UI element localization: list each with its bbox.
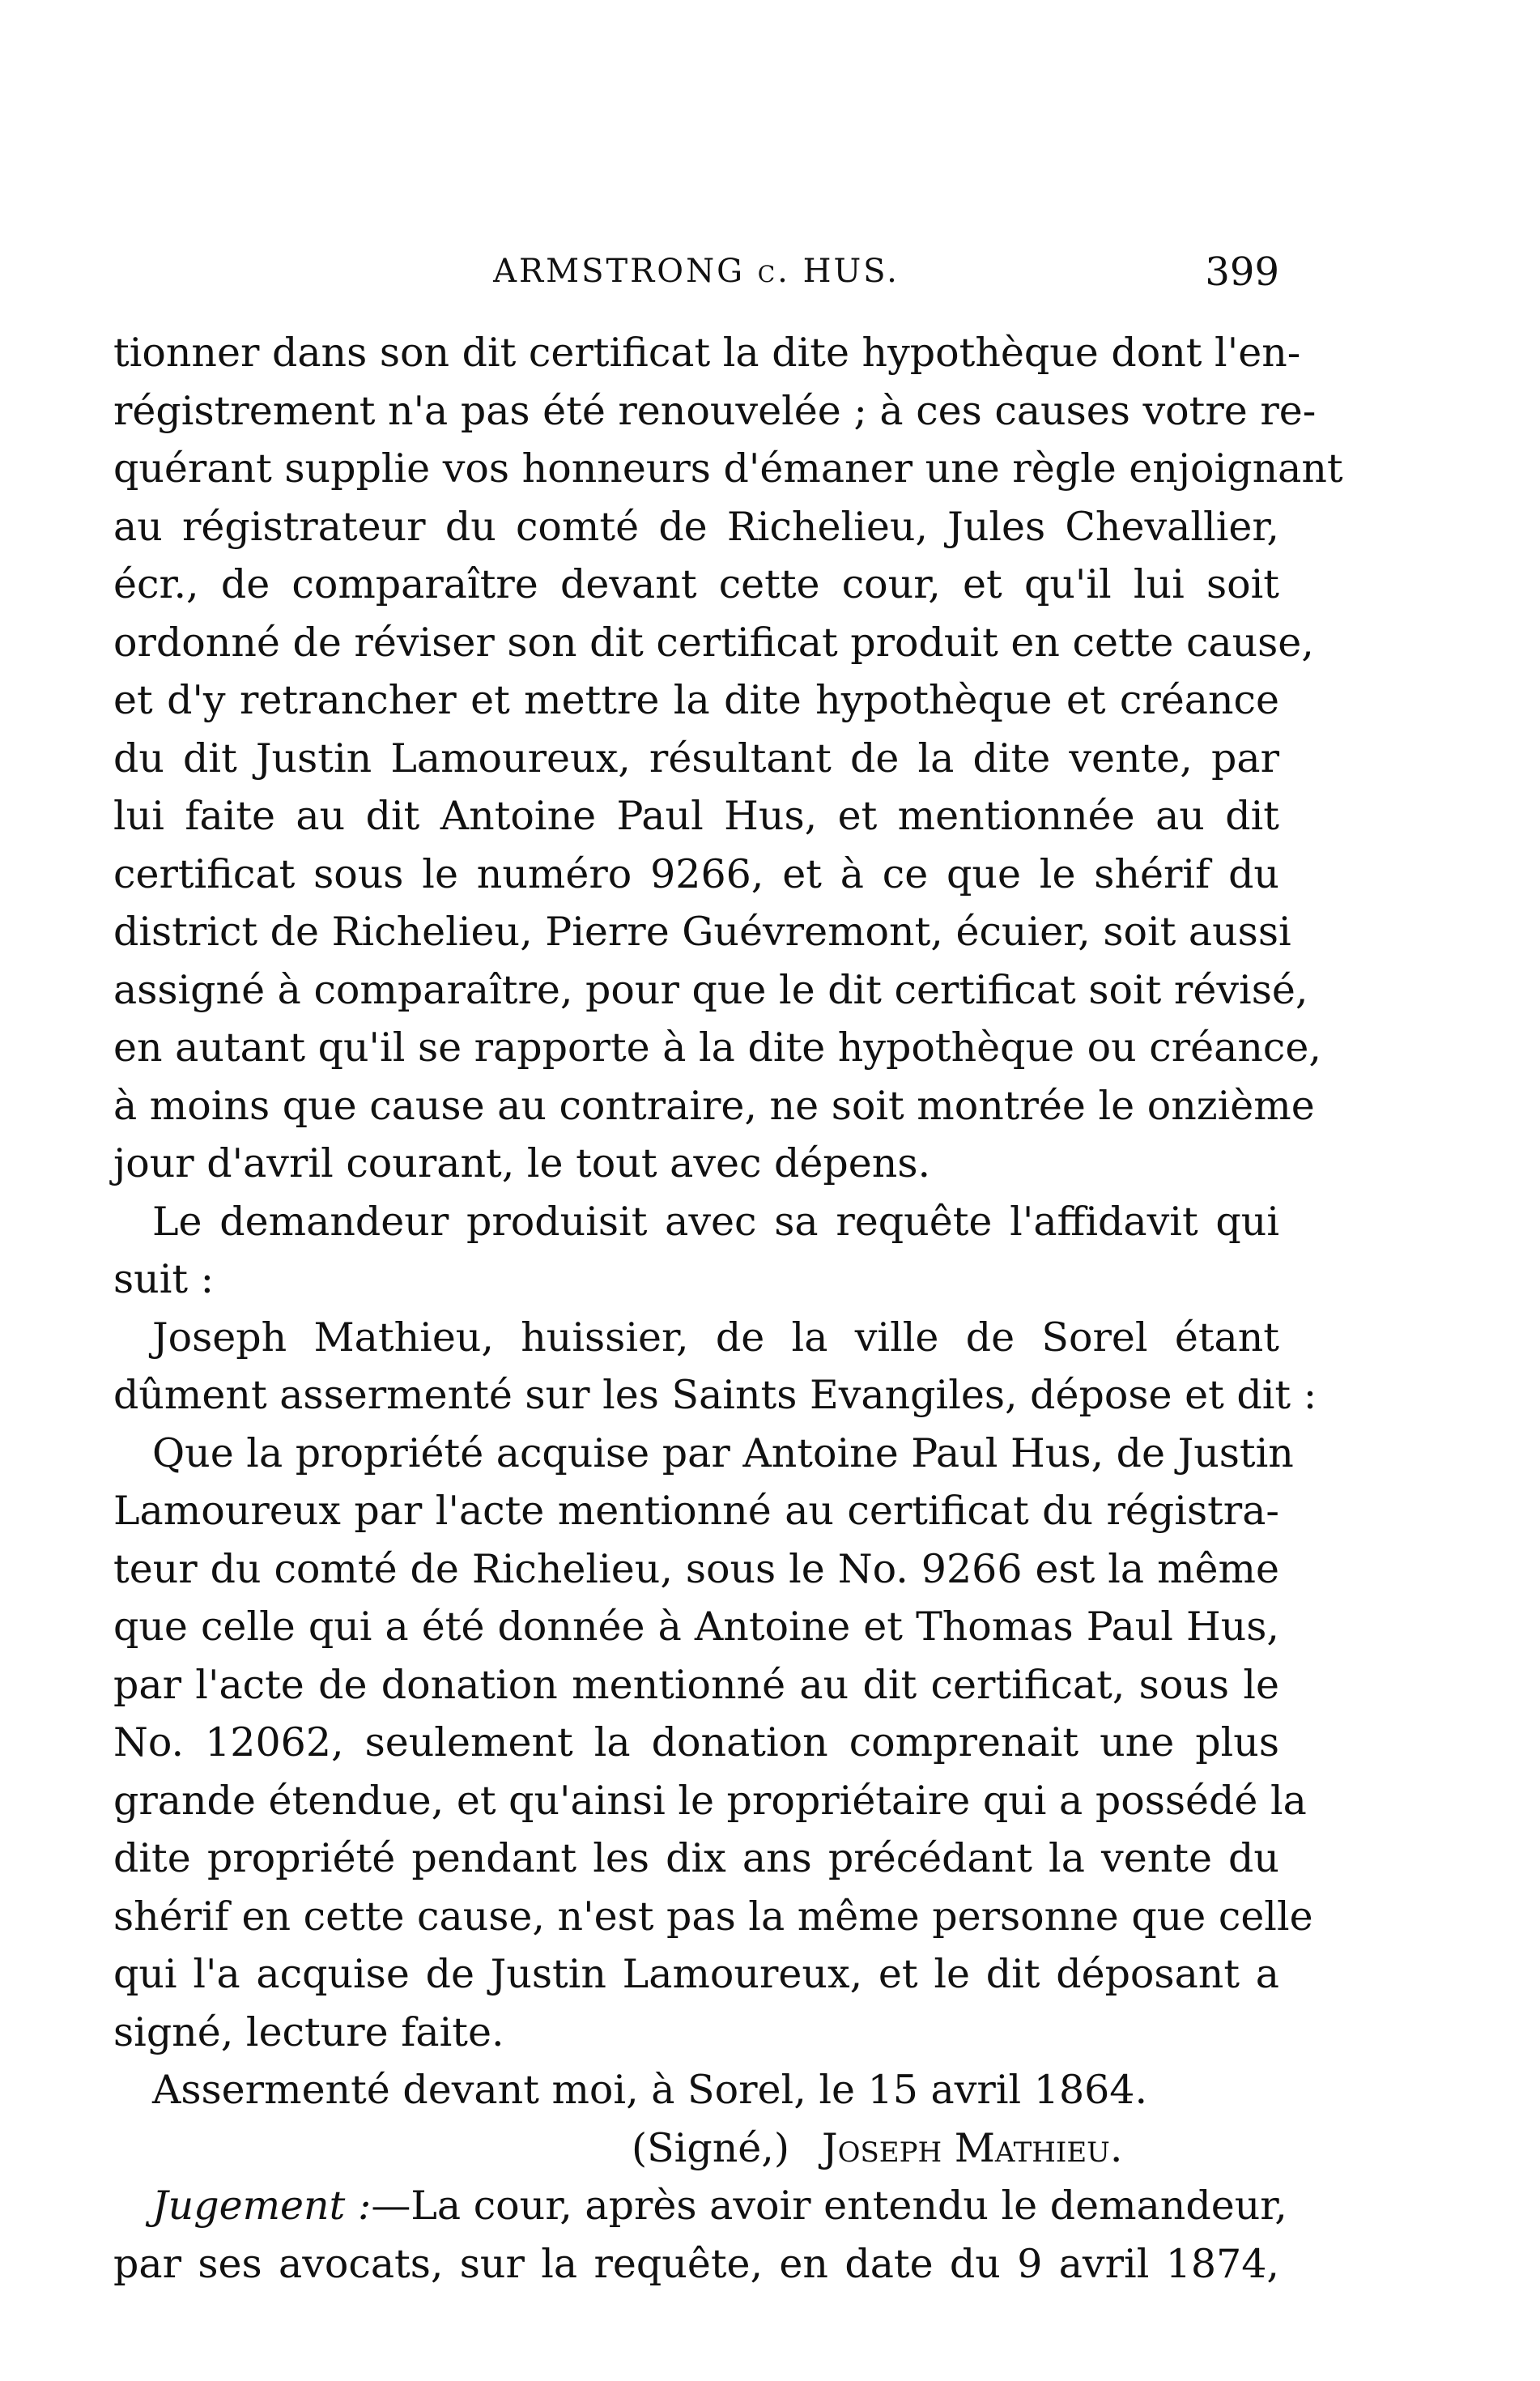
- judgment-label: Jugement :: [152, 2183, 372, 2229]
- judgment-first-line: [113, 2177, 1287, 2235]
- paragraph-first-line: Que la propriété acquise par Antoine Paul Hus, de Justin: [152, 1429, 1294, 1476]
- signature-label: (Signé,): [632, 2124, 789, 2171]
- paragraph-end-line: jour d'avril courant, le tout avec dépens.: [113, 1140, 931, 1186]
- text-line: régistrement n'a pas été renouvelée ; à ces causes votre re-: [113, 387, 1317, 434]
- text-line: Lamoureux par l'acte mentionné au certificat du régistra-: [113, 1488, 1279, 1534]
- body-text: [113, 324, 1343, 2293]
- text-line: assigné à comparaître, pour que le dit certificat soit révisé,: [113, 966, 1308, 1013]
- page-header: [113, 249, 1279, 298]
- text-line: par l'acte de donation mentionné au dit certificat, sous le: [113, 1661, 1279, 1708]
- sworn-statement: Assermenté devant moi, à Sorel, le 15 avril 1864.: [152, 2067, 1148, 2113]
- text-line: teur du comté de Richelieu, sous le No. 9266 est la même: [113, 1545, 1279, 1592]
- text-line: que celle qui a été donnée à Antoine et Thomas Paul Hus,: [113, 1604, 1279, 1650]
- text-line: dite propriété pendant les dix ans précédant la vente du: [113, 1835, 1279, 1881]
- signature-name: Joseph Mathieu.: [821, 2124, 1123, 2171]
- judgment-text: —La cour, après avoir entendu le demandeur,: [371, 2183, 1287, 2229]
- page-number: 399: [1205, 249, 1279, 295]
- text-line: qui l'a acquise de Justin Lamoureux, et le dit déposant a: [113, 1951, 1279, 1997]
- text-line: grande étendue, et qu'ainsi le propriétaire qui a possédé la: [113, 1777, 1307, 1824]
- text-line: ordonné de réviser son dit certificat produit en cette cause,: [113, 619, 1314, 666]
- text-line: au régistrateur du comté de Richelieu, Jules Chevallier,: [113, 503, 1279, 550]
- text-line: No. 12062, seulement la donation comprenait une plus: [113, 1719, 1279, 1766]
- text-line: lui faite au dit Antoine Paul Hus, et mentionnée au dit: [113, 793, 1279, 839]
- paragraph-end-line: signé, lecture faite.: [113, 2008, 504, 2055]
- running-head: ARMSTRONG c. HUS.: [493, 253, 900, 290]
- text-line: dûment assermenté sur les Saints Evangiles, dépose et dit :: [113, 1372, 1317, 1418]
- text-line: quérant supplie vos honneurs d'émaner une règle enjoignant: [113, 445, 1343, 492]
- text-line: certificat sous le numéro 9266, et à ce que le shérif du: [113, 850, 1279, 897]
- text-line: tionner dans son dit certificat la dite hypothèque dont l'en-: [113, 330, 1301, 376]
- text-line: en autant qu'il se rapporte à la dite hypothèque ou créance,: [113, 1024, 1321, 1071]
- text-line: du dit Justin Lamoureux, résultant de la dite vente, par: [113, 735, 1279, 782]
- text-line: et d'y retrancher et mettre la dite hypothèque et créance: [113, 677, 1279, 723]
- paragraph-end-line: suit :: [113, 1256, 215, 1302]
- paragraph-first-line: Joseph Mathieu, huissier, de la ville de Sorel étant: [152, 1314, 1279, 1361]
- text-line: à moins que cause au contraire, ne soit montrée le onzième: [113, 1082, 1315, 1129]
- signature-line: [113, 2119, 1279, 2178]
- text-line: district de Richelieu, Pierre Guévremont, écuier, soit aussi: [113, 909, 1291, 955]
- text-line: shérif en cette cause, n'est pas la même personne que celle: [113, 1893, 1313, 1940]
- paragraph-first-line: Le demandeur produisit avec sa requête l'affidavit qui: [152, 1198, 1279, 1245]
- text-line: écr., de comparaître devant cette cour, et qu'il lui soit: [113, 561, 1279, 607]
- text-line: par ses avocats, sur la requête, en date du 9 avril 1874,: [113, 2240, 1279, 2287]
